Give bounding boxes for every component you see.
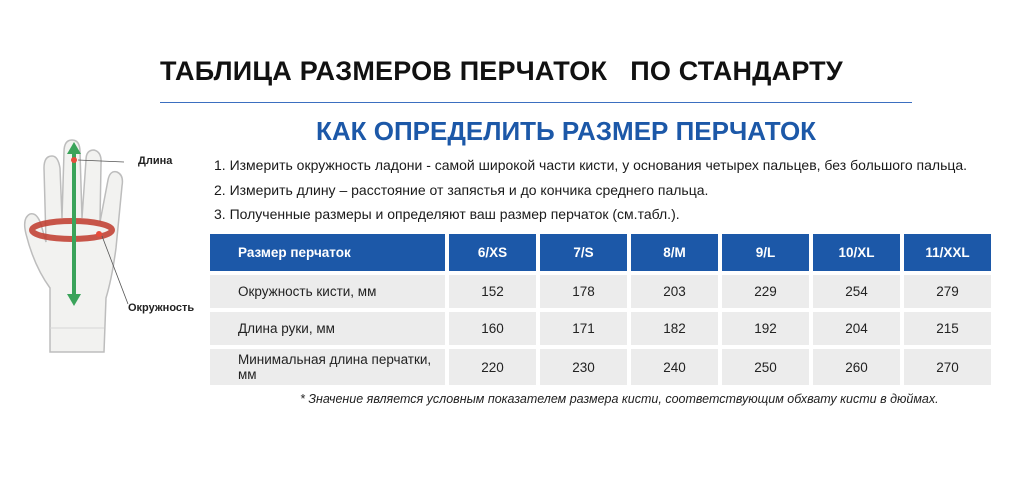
table-cell: 260	[813, 349, 900, 385]
row-label: Минимальная длина перчатки, мм	[210, 349, 445, 385]
table-cell: 192	[722, 312, 809, 345]
footnote: * Значение является условным показателем размера кисти, соответствующим обхвату кисти в дюймах.	[300, 392, 939, 406]
table-header-cell: 8/M	[631, 234, 718, 271]
circumference-label: Окружность	[128, 302, 195, 314]
table-cell: 160	[449, 312, 536, 345]
table-cell: 250	[722, 349, 809, 385]
size-table	[206, 230, 995, 389]
table-cell: 203	[631, 275, 718, 308]
table-cell: 279	[904, 275, 991, 308]
instruction-step: 2. Измерить длину – расстояние от запястья и до кончика среднего пальца.	[214, 181, 709, 198]
section-subtitle: КАК ОПРЕДЕЛИТЬ РАЗМЕР ПЕРЧАТОК	[316, 116, 817, 146]
table-header-row	[210, 234, 991, 271]
circumference-marker-dot	[96, 231, 102, 237]
length-marker-dot	[71, 157, 77, 163]
table-cell: 182	[631, 312, 718, 345]
table-header-cell: 10/XL	[813, 234, 900, 271]
table-row	[210, 312, 991, 345]
table-cell: 254	[813, 275, 900, 308]
page-title: ТАБЛИЦА РАЗМЕРОВ ПЕРЧАТОК ПО СТАНДАРТУ	[160, 56, 843, 86]
instruction-step: 3. Полученные размеры и определяют ваш размер перчаток (см.табл.).	[214, 206, 680, 222]
table-header-cell: 6/XS	[449, 234, 536, 271]
table-header-cell: 11/XXL	[904, 234, 991, 271]
instruction-step: 1. Измерить окружность ладони - самой широкой части кисти, у основания четырех пальцев, без большого пальца.	[214, 157, 968, 173]
table-row	[210, 275, 991, 308]
table-row	[210, 349, 991, 385]
row-label: Длина руки, мм	[210, 312, 445, 345]
table-cell: 171	[540, 312, 627, 345]
table-cell: 270	[904, 349, 991, 385]
length-label: Длина	[138, 155, 173, 167]
table-cell: 229	[722, 275, 809, 308]
table-cell: 204	[813, 312, 900, 345]
table-cell: 215	[904, 312, 991, 345]
row-label: Окружность кисти, мм	[210, 275, 445, 308]
table-cell: 178	[540, 275, 627, 308]
glove-measurement-diagram	[20, 138, 132, 356]
table-header-cell: 7/S	[540, 234, 627, 271]
instructions-list	[214, 153, 967, 227]
table-cell: 152	[449, 275, 536, 308]
table-cell: 240	[631, 349, 718, 385]
table-header-cell: 9/L	[722, 234, 809, 271]
table-header-cell: Размер перчаток	[210, 234, 445, 271]
table-cell: 220	[449, 349, 536, 385]
table-cell: 230	[540, 349, 627, 385]
title-divider	[160, 102, 912, 103]
